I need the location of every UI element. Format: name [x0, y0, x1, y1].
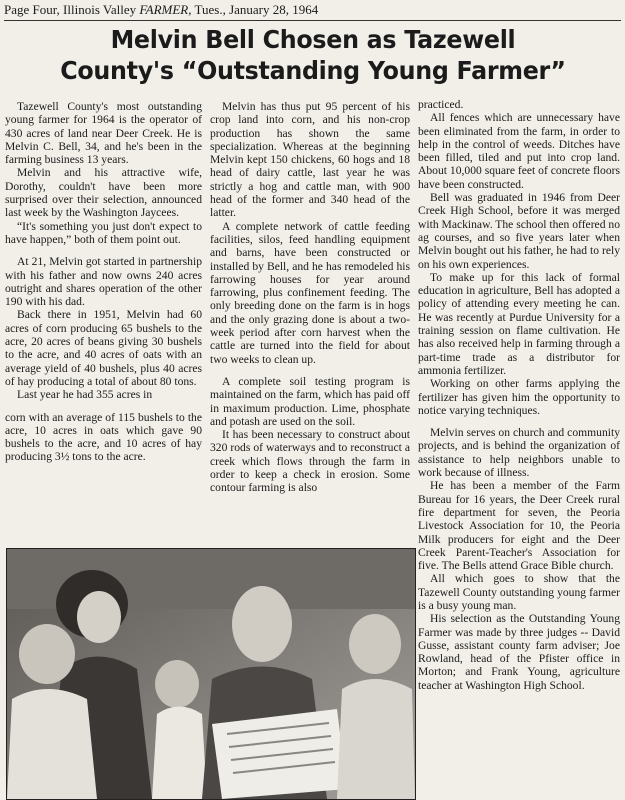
paragraph: Melvin and his attractive wife, Dorothy, couldn't have been more surprised over their selection, announced last week by the Washington Jaycees.: [5, 166, 202, 220]
paragraph: Bell was graduated in 1946 from Deer Creek High School, before it was merged with Mackinaw. The school then offered no ag courses, and so five years later when Melvin bought out his father, he had to rely on his own experiences.: [418, 191, 620, 271]
paragraph: Melvin serves on church and community projects, and is behind the organization of assistance to help neighbors unable to work because of illness.: [418, 426, 620, 480]
paragraph: “It's something you just don't expect to have happen,” both of them point out.: [5, 219, 202, 246]
paragraph: corn with an average of 115 bushels to the acre, 10 acres in oats which gave 90 bushels to the acre, and 10 acres of hay producing 3½ tons to the acre.: [5, 410, 202, 464]
article-column-1: [5, 100, 202, 464]
headline: [23, 24, 603, 86]
dateline: [4, 2, 621, 21]
paragraph: It has been necessary to construct about 320 rods of waterways and to reconstruct a creek which flows through the farm in order to keep a check in erosion. Some contour farming is also: [210, 428, 410, 495]
paragraph: Last year he had 355 acres in: [17, 388, 153, 402]
paragraph: At 21, Melvin got started in partnership with his father and now owns 240 acres outright and shares operation of the other 190 with his dad.: [5, 255, 202, 309]
paragraph: He has been a member of the Farm Bureau for 16 years, the Deer Creek rural fire department for seven, the Peoria Livestock Association for 10, the Peoria Milk producers for eight and the Deer Creek Parent-Teacher's Association for five. The Bells attend Grace Bible church.: [418, 479, 620, 573]
paragraph: Melvin has thus put 95 percent of his crop land into corn, and his non-crop production has shown the same specialization. Whereas at the beginning Melvin kept 150 chickens, 60 hogs and 18 head of dairy cattle, last year he was strictly a hog and cattle man, with 900 head of the former and 340 head of the latter.: [210, 100, 410, 220]
dateline-suffix: , Tues., January 28, 1964: [188, 2, 319, 17]
paragraph: A complete network of cattle feeding facilities, silos, feed handling equipment and barns, have been constructed or installed by Bell, and he has remodeled his farrowing houses for year around farrowing, plus confinement feeding. The only breeding done on the farm is in hogs and the only grazing done is about a two-week period after corn harvest when the cattle are turned into the field for about two weeks to clean up.: [210, 219, 410, 366]
family-photo-illustration: [7, 549, 415, 799]
paragraph: His selection as the Outstanding Young Farmer was made by three judges -- David Gusse, assistant county farm adviser; Joe Rowland, head of the Pfister office in Morton; and Frank Young, agriculture teacher at Washington High School.: [418, 612, 620, 692]
paragraph: Back there in 1951, Melvin had 60 acres of corn producing 65 bushels to the acre, 20 acres of beans giving 30 bushels to the acre, and 40 acres of oats with an average yield of 40 bushels, plus 40 acres of hay producing a total of about 80 tons.: [5, 308, 202, 388]
dateline-prefix: Page Four, Illinois Valley: [4, 2, 137, 17]
paragraph: A complete soil testing program is maintained on the farm, which has paid off in maximum production. Lime, phosphate and potash are used on the soil.: [210, 374, 410, 428]
headline-line-2: County's “Outstanding Young Farmer”: [60, 56, 566, 85]
family-photo: [6, 548, 416, 800]
paragraph: All fences which are unnecessary have been eliminated from the farm, in order to help in the control of weeds. Ditches have been filled, tiled and put into crop land. About 10,000 square feet of concrete floors have been constructed.: [418, 111, 620, 191]
dateline-paper-name: FARMER: [139, 2, 189, 17]
paragraph: Working on other farms applying the fertilizer has given him the opportunity to notice varying techniques.: [418, 377, 620, 417]
paragraph: To make up for this lack of formal education in agriculture, Bell has adopted a policy of attending every meeting he can. He was recently at Purdue University for a training session on flame cultivation. He has also received help in farming through a part-time trade as a distributor for ammonia fertilizer.: [418, 270, 620, 377]
headline-line-1: Melvin Bell Chosen as Tazewell: [110, 25, 516, 54]
paragraph: All which goes to show that the Tazewell County outstanding young farmer is a busy young man.: [418, 572, 620, 612]
paragraph: practiced.: [418, 98, 464, 111]
article-column-2: [210, 100, 410, 495]
article-column-3: [418, 98, 620, 692]
paragraph: Tazewell County's most outstanding young farmer for 1964 is the operator of 430 acres of land near Deer Creek. He is Melvin C. Bell, 34, and he's been in the farming business 13 years.: [5, 100, 202, 167]
